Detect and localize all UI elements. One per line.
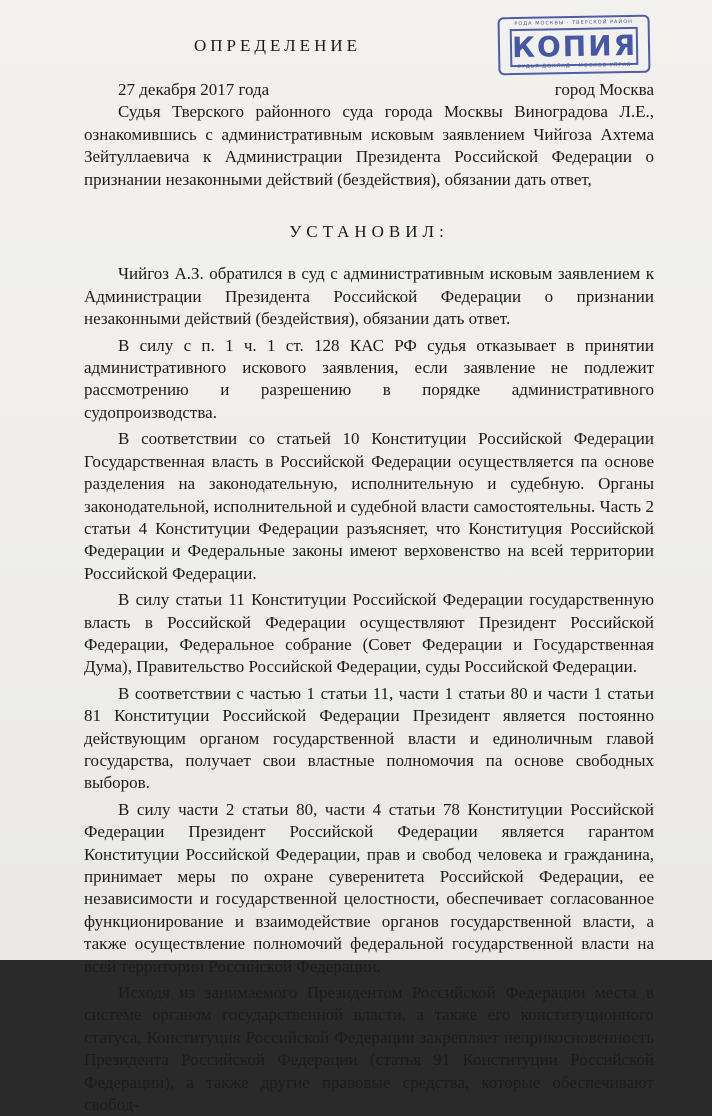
section-heading: УСТАНОВИЛ: bbox=[289, 222, 449, 242]
intro-paragraph: Судья Тверского районного суда города Москвы Виноградова Л.Е., ознакомившись с административным исковым заявлением Чийгоза Ахтема Зейтуллаевича к Администрации Президента Российской Федерации о признании незаконными действий (бездействия), обязании дать ответ, bbox=[84, 102, 654, 189]
document-date: 27 декабря 2017 года bbox=[118, 80, 270, 99]
body-paragraph: В соответствии с частью 1 статьи 11, части 1 статьи 80 и части 1 статьи 81 Конституции Российской Федерации Президент является постоянно действующим органом государственной власти и единоличным главой государства, получает свои властные полномочия па основе свободных выборов. bbox=[84, 683, 654, 793]
body-paragraph: Чийгоз А.З. обратился в суд с административным исковым заявлением к Администрации Президента Российской Федерации о признании незаконными действий (бездействия), обязании дать ответ. bbox=[84, 264, 654, 329]
document-title: ОПРЕДЕЛЕНИЕ bbox=[194, 36, 362, 55]
body-paragraph: В силу части 2 статьи 80, части 4 статьи 78 Конституции Российской Федерации Президент Российской Федерации является гарантом Конституции Российской Федерации, прав и свобод человека и гражданина, принимает меры по охране суверенитета Российской Федерации, ее независимости и государственной целостности, обеспечивает согласованное функционирование и взаимодействие органов государственной власти, а также осуществление полномочий федеральной государственной власти на всей территории Российской Федерации. bbox=[84, 799, 654, 976]
body-paragraph: В соответствии со статьей 10 Конституции Российской Федерации Государственная власть в Российской Федерации осуществляется па основе разделения на законодательную, исполнительную и судебную. Органы законодательной, исполнительной и судебной власти самостоятельны. Часть 2 статьи 4 Конституции Федерации разъясняет, что Конституция Российской Федерации и Федеральные законы имеют верховенство на всей территории Российской Федерации. bbox=[84, 429, 654, 583]
copy-stamp bbox=[498, 15, 651, 76]
stamp-top-text: РОДА МОСКВЫ · ТВЕРСКОЙ РАЙОН bbox=[514, 18, 633, 28]
body-paragraph: Исходя из занимаемого Президентом Российской Федерации места в системе органом государственной власти, а также его конституционного статуса, Конституция Российской Федерации закрепляет неприкосновенность Президента Российской Федерации (статья 91 Конституции Российской Федерации), а также другие правовые средства, которые обеспечивают свобод- bbox=[84, 983, 654, 1115]
stamp-word: КОПИЯ bbox=[510, 27, 639, 67]
date-line bbox=[84, 79, 654, 101]
body-paragraph: В силу статьи 11 Конституции Российской Федерации государственную власть в Российской Федерации осуществляют Президент Российской Федерации, Федеральное собрание (Совет Федерации и Государственная Дума), Правительство Российской Федерации, суды Российской Федерации. bbox=[84, 590, 654, 677]
body-paragraph: В силу с п. 1 ч. 1 ст. 128 КАС РФ судья отказывает в принятии административного искового заявления, если заявление не подлежит рассмотрению и разрешению в порядке административного судопроизводства. bbox=[84, 335, 654, 422]
document-city: город Москва bbox=[554, 80, 654, 99]
stamp-bottom-text: СУДЬЯ ДОКЛАД · МОСКОВ УПРАВ bbox=[517, 62, 632, 70]
